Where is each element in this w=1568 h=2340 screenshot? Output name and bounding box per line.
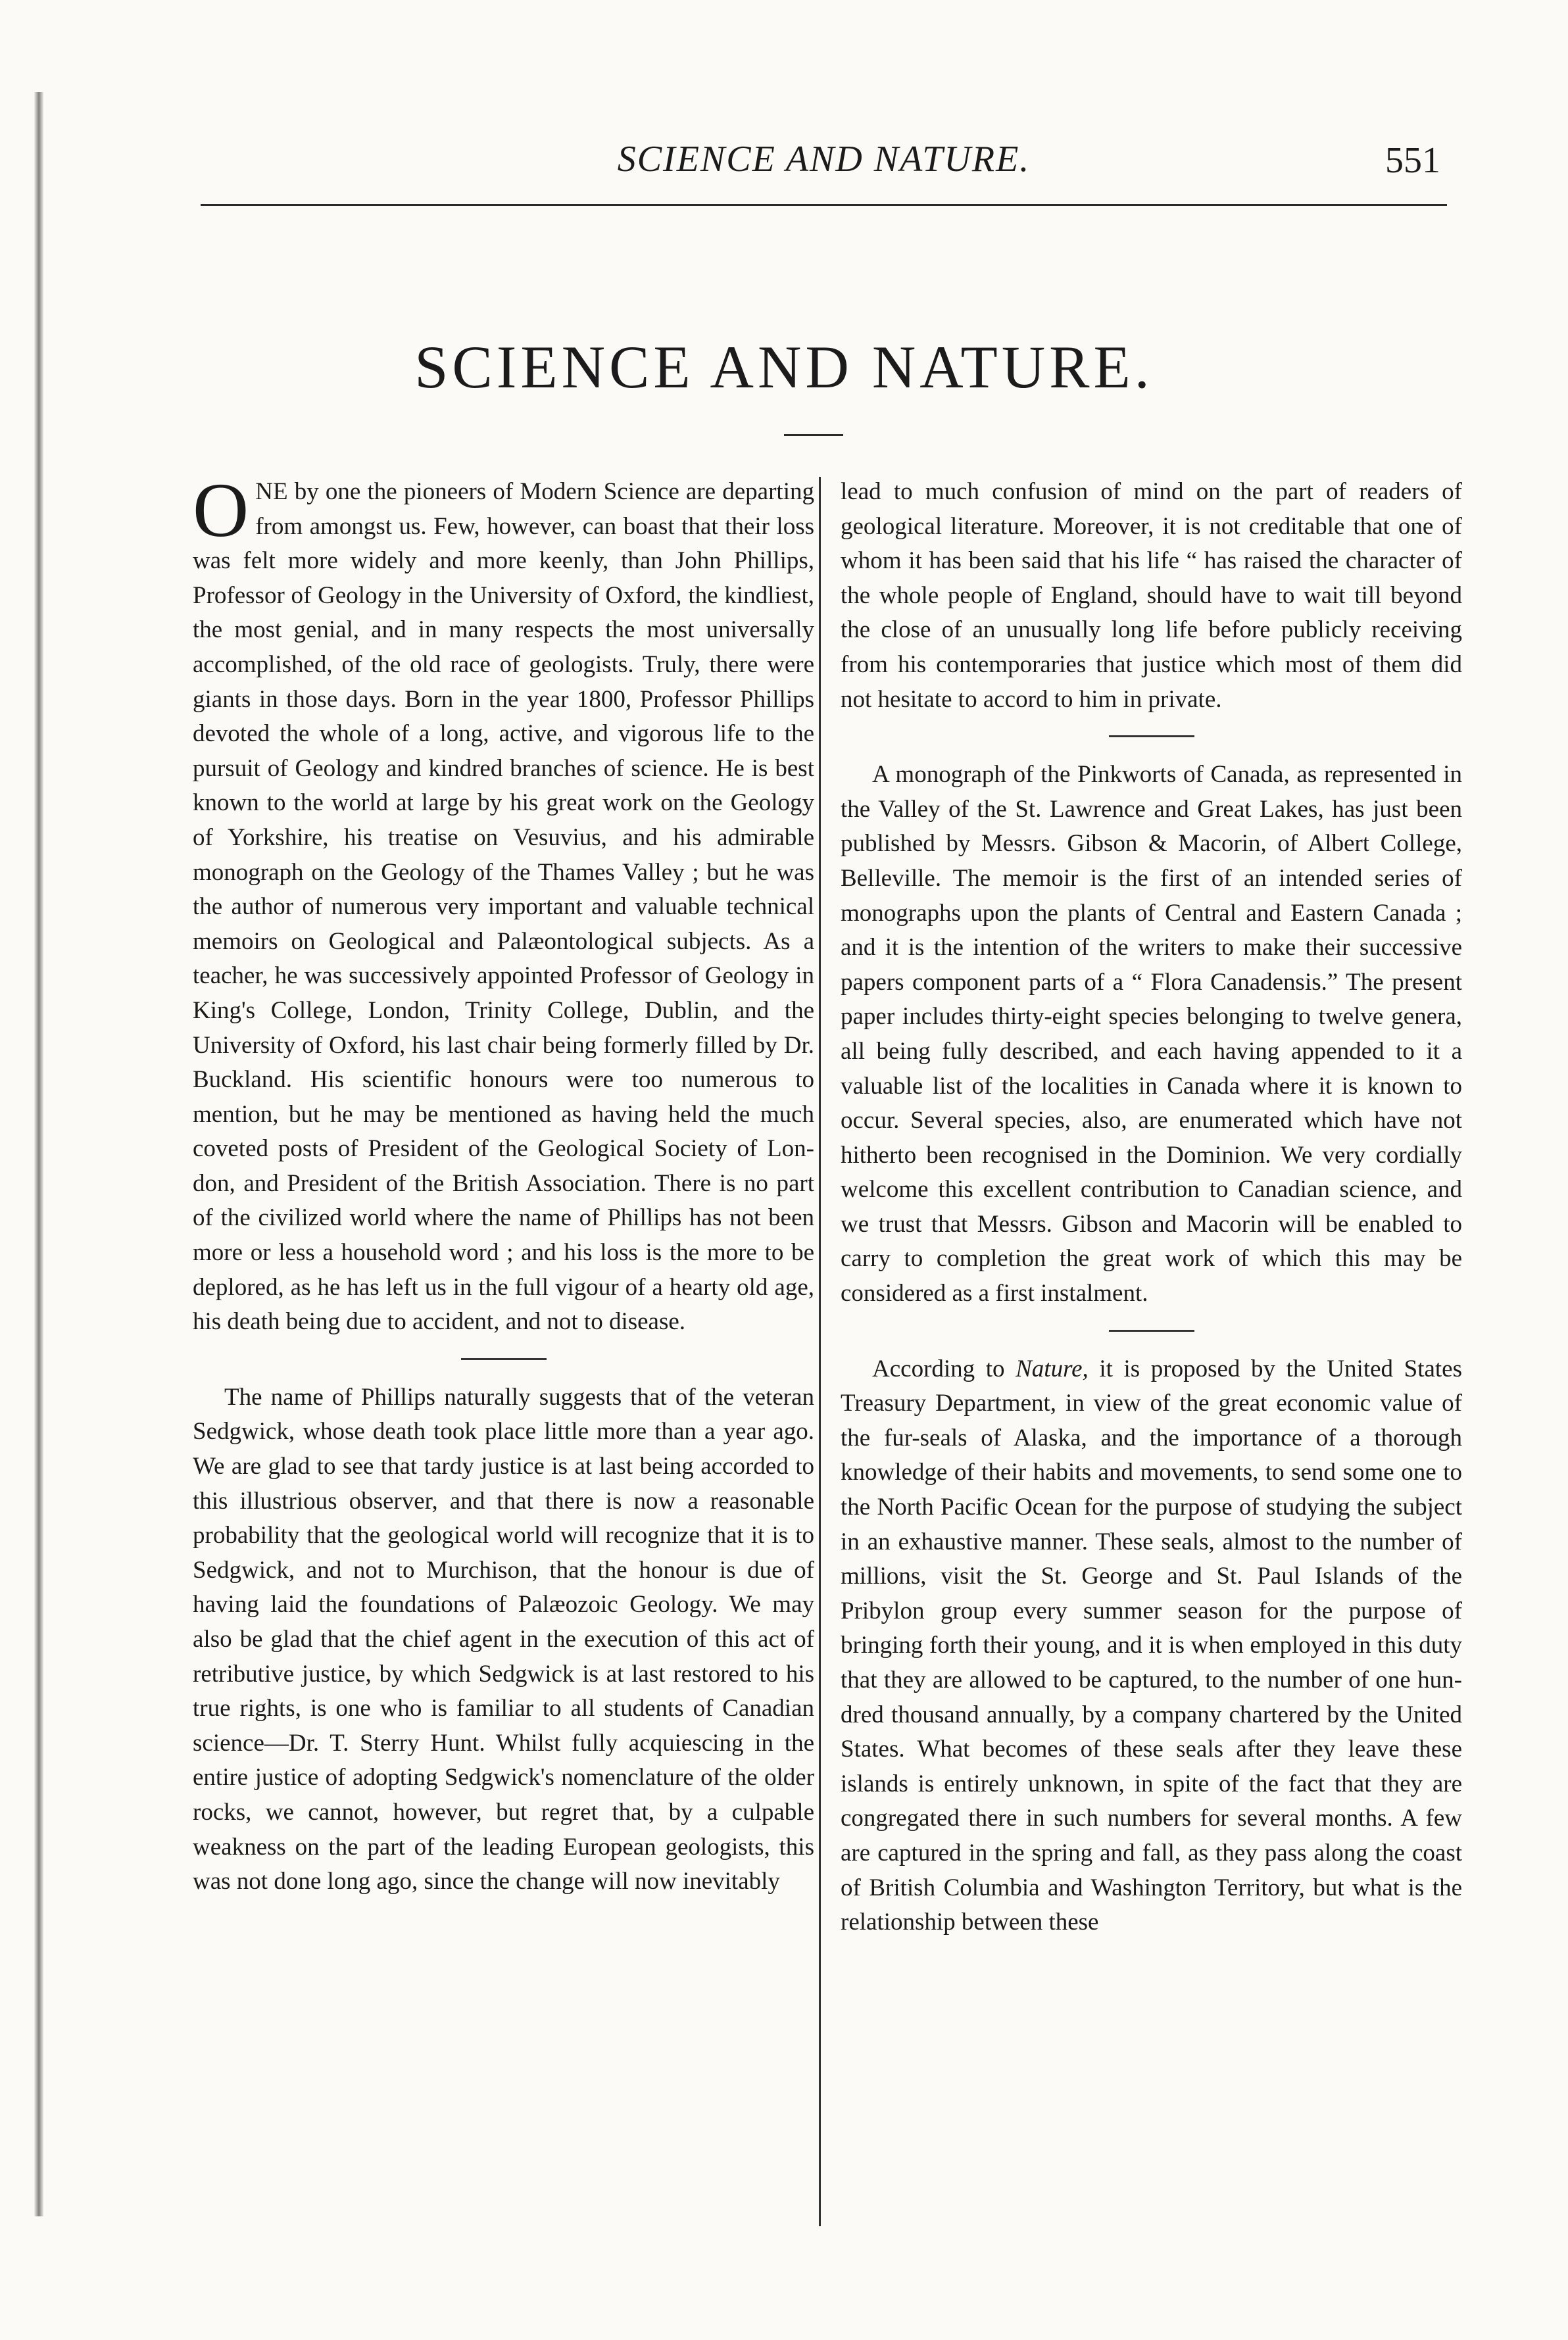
page-binding-edge: [34, 92, 43, 2216]
journal-name: Nature,: [1016, 1355, 1089, 1382]
paragraph-sedgwick: The name of Phillips naturally suggests that of the veteran Sedgwick, whose death took place little more than a year ago. We are glad to see that tardy justice is at last being accorded to this illustrious observer, and that there is now a reasonable probability that the geological world will recognize that it is to Sedgwick, and not to Murchison, that the honour is due of having laid the foundations of Palæozoic Geology. We may also be glad that the chief agent in the execution of this act of retributive justice, by which Sedgwick is at last restored to his true rights, is one who is familiar to all students of Canadian science—Dr. T. Sterry Hunt. Whilst fully acquiescing in the entire justice of adopting Sedgwick's nomenclature of the older rocks, we cannot, however, but regret that, by a culpable weakness on the part of the leading European geologists, this was not done long ago, since the change will now inevitably: [193, 1383, 814, 1895]
paragraph-phillips: [193, 467, 814, 1340]
paragraph-pinkworts: A monograph of the Pinkworts of Canada, as represented in the Valley of the St. Lawrence and Great Lakes, has just been published by Messrs. Gibson & Macorin, of Albert College, Belleville. The memoir is the first of an intended series of monographs upon the plants of Central and Eastern Canada ; and it is the intention of the writers to make their successive papers component parts of a “ Flora Canadensis.” The present paper includes thirty-eight species belonging to twelve genera, all being fully described, and each having appended to it a valuable list of the localities in Canada where it is known to occur. Several species, also, are enumerated which have not hitherto been recognised in the Dominion. We very cordially welcome this excellent contribution to Canadian science, and we trust that Messrs. Gibson and Macorin will be enabled to carry to completion the great work of which this may be considered as a first instalment.: [841, 761, 1462, 1307]
section-separator: [1109, 735, 1194, 737]
article-title: SCIENCE AND NATURE.: [414, 333, 1154, 401]
paragraph-text: According to: [872, 1355, 1005, 1382]
drop-cap: O: [193, 467, 249, 553]
left-column: [193, 467, 814, 1899]
column-divider: [819, 477, 821, 2226]
paragraph-continuation: lead to much confusion of mind on the part of readers of geological literature. Moreover, it is not creditable that one of whom it has been said that his life “ has raised the character of the whole people of England, should have to wait till beyond the close of an unusually long life before publicly receiving from his contemporaries that justice which most of them did not hesitate to accord to him in private.: [841, 478, 1462, 713]
page-number: 551: [1385, 140, 1440, 181]
section-separator: [1109, 1330, 1194, 1332]
running-title: SCIENCE AND NATURE.: [617, 139, 1031, 180]
running-head: [201, 132, 1447, 197]
right-column: [841, 475, 1462, 1940]
header-rule: [201, 204, 1447, 206]
section-separator: [461, 1358, 547, 1360]
paragraph-text: it is proposed by the United States Treasury Department, in view of the great economic value of the fur-seals of Alaska, and the importance of a thorough knowledge of their habits and movements, to send some one to the North Pacific Ocean for the purpose of studying the subject in an exhaustive manner. These seals, almost to the number of millions, visit the St. George and St. Paul Islands of the Pribylon group every summer season for the purpose of bringing forth their young, and it is when employed in this duty that they are allowed to be captured, to the number of one hundred thousand annually, by a company chartered by the United States. What becomes of these seals after they leave these islands is entirely unknown, in spite of the fact that they are congregated there in such numbers for several months. A few are captured in the spring and fall, as they pass along the coast of British Columbia and Washington Territory, but what is the relationship between these: [841, 1355, 1462, 1936]
title-rule: [784, 434, 843, 436]
paragraph-text: NE by one the pioneers of Modern Science are departing from amongst us. Few, however, can boast that their loss was felt more widely and more keenly, than John Phillips, Professor of Geology in the University of Oxford, the kindliest, the most genial, and in many respects the most universally accomplished, of the old race of geologists. Truly, there were giants in those days. Born in the year 1800, Professor Phillips devoted the whole of a long, active, and vigorous life to the pursuit of Geology and kindred branches of science. He is best known to the world at large by his great work on the Geology of Yorkshire, his treatise on Vesuvius, and his admirable monograph on the Geology of the Thames Valley ; but he was the author of numerous very important and valuable technical memoirs on Geological and Palæontological subjects. As a teacher, he was successively appointed Professor of Geology in King's College, London, Trinity College, Dublin, and the University of Oxford, his last chair being formerly filled by Dr. Buckland. His scientific honours were too numerous to mention, but he may be mentioned as having held the much coveted posts of President of the Geological Society of London, and President of the British Association. There is no part of the civilized world where the name of Phillips has not been more or less a household word ; and his loss is the more to be deplored, as he has left us in the full vigour of a hearty old age, his death being due to accident, and not to disease.: [193, 478, 814, 1336]
paragraph-fur-seals: [841, 1352, 1462, 1940]
